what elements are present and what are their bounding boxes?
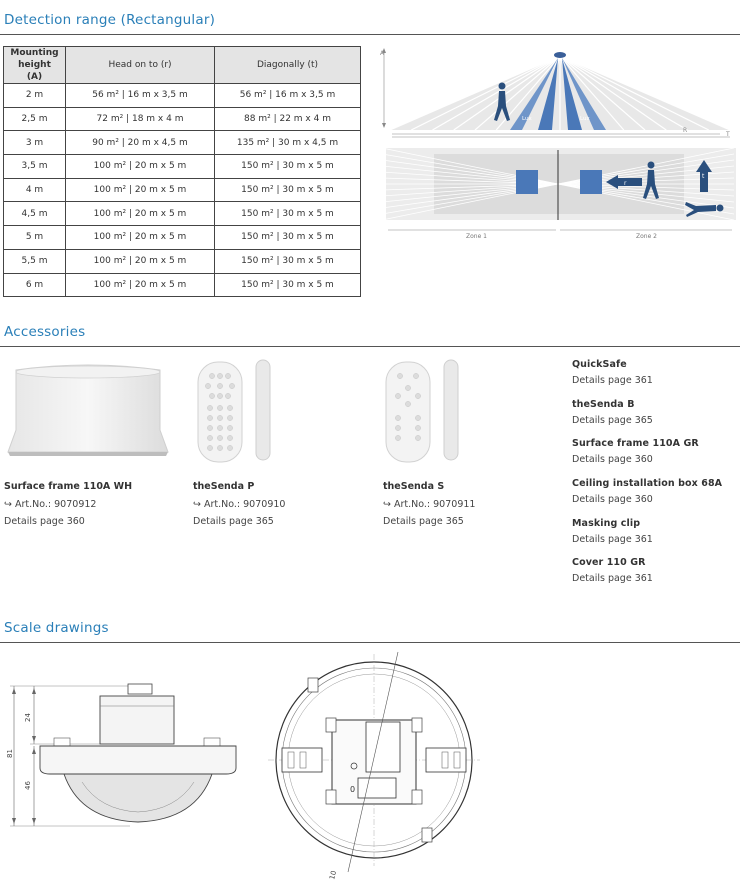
side-item-details[interactable]: Details page 360 [572, 494, 653, 505]
table-row [4, 273, 361, 297]
cell-diagonally: 150 m² | 30 m x 5 m [215, 273, 361, 297]
table-row [4, 131, 361, 155]
cell-diagonally: 135 m² | 30 m x 4,5 m [215, 131, 361, 155]
detection-table [3, 46, 361, 297]
cell-head-on: 100 m² | 20 m x 5 m [66, 273, 215, 297]
side-item-name: theSenda B [572, 399, 635, 410]
side-item-name: Surface frame 110A GR [572, 438, 699, 449]
cell-mounting-height: 5 m [4, 226, 66, 250]
lux-label-2: Lux [580, 116, 590, 122]
side-item-name: Masking clip [572, 518, 641, 529]
dim-a-label: A [380, 50, 385, 57]
side-view-drawing [0, 670, 250, 840]
cell-head-on: 100 m² | 20 m x 5 m [66, 249, 215, 273]
dim-10-label: 10 [328, 869, 339, 881]
zone1-label: Zone 1 [466, 233, 487, 240]
cell-head-on: 56 m² | 16 m x 3,5 m [66, 84, 215, 108]
arrow-right-icon: ↪ [4, 499, 12, 510]
cell-mounting-height: 4,5 m [4, 202, 66, 226]
product-art-thesenda-p [193, 499, 285, 510]
product-details-surface-frame[interactable]: Details page 360 [4, 516, 85, 527]
product-art-thesenda-s [383, 499, 475, 510]
accessories-rule [0, 346, 740, 347]
cell-diagonally: 150 m² | 30 m x 5 m [215, 178, 361, 202]
side-item-details[interactable]: Details page 365 [572, 415, 653, 426]
cell-mounting-height: 4 m [4, 178, 66, 202]
cell-diagonally: 56 m² | 16 m x 3,5 m [215, 84, 361, 108]
cell-mounting-height: 6 m [4, 273, 66, 297]
surface-frame-image [4, 360, 172, 460]
cell-head-on: 100 m² | 20 m x 5 m [66, 202, 215, 226]
detection-diagram [380, 44, 742, 244]
thesenda-p-image [196, 358, 276, 466]
header-diagonally: Diagonally (t) [215, 47, 361, 84]
top-view-drawing [262, 648, 492, 888]
zone1-square [516, 170, 538, 194]
dim-t-label: T [726, 131, 730, 138]
cell-head-on: 100 m² | 20 m x 5 m [66, 155, 215, 179]
arrow-t-label: t [702, 173, 705, 180]
table-row [4, 249, 361, 273]
product-name-surface-frame: Surface frame 110A WH [4, 481, 133, 492]
scale-title: Scale drawings [4, 620, 109, 636]
dim-46-label: 46 [24, 781, 32, 790]
lux-label-1: Lux [522, 116, 532, 122]
table-row [4, 178, 361, 202]
table-row [4, 202, 361, 226]
table-row [4, 155, 361, 179]
product-details-thesenda-s[interactable]: Details page 365 [383, 516, 464, 527]
side-item-name: QuickSafe [572, 359, 627, 370]
arrow-r-label: r [624, 180, 627, 187]
cell-head-on: 90 m² | 20 m x 4,5 m [66, 131, 215, 155]
header-head-on: Head on to (r) [66, 47, 215, 84]
dim-r-label: R [683, 127, 688, 134]
table-row [4, 226, 361, 250]
cell-mounting-height: 3,5 m [4, 155, 66, 179]
product-name-thesenda-p: theSenda P [193, 481, 255, 492]
scale-rule [0, 642, 740, 643]
cell-diagonally: 150 m² | 30 m x 5 m [215, 202, 361, 226]
table-row [4, 84, 361, 108]
side-item-name: Ceiling installation box 68A [572, 478, 723, 489]
art-number: Art.No.: 9070910 [204, 499, 286, 510]
product-details-thesenda-p[interactable]: Details page 365 [193, 516, 274, 527]
side-item-details[interactable]: Details page 361 [572, 534, 653, 545]
detection-rule [0, 34, 740, 35]
cell-mounting-height: 2 m [4, 84, 66, 108]
side-item-name: Cover 110 GR [572, 557, 646, 568]
cell-head-on: 72 m² | 18 m x 4 m [66, 107, 215, 131]
side-item-details[interactable]: Details page 361 [572, 375, 653, 386]
header-mounting-height: Mounting height (A) [4, 47, 66, 84]
accessories-title: Accessories [4, 324, 86, 340]
arrow-left-icon [616, 178, 642, 186]
cell-mounting-height: 2,5 m [4, 107, 66, 131]
art-number: Art.No.: 9070911 [394, 499, 476, 510]
thesenda-s-image [384, 358, 464, 466]
svg-text:0: 0 [350, 785, 356, 794]
detection-title: Detection range (Rectangular) [4, 12, 216, 28]
product-art-surface-frame [4, 499, 96, 510]
dim-81-label: 81 [6, 749, 14, 758]
cell-head-on: 100 m² | 20 m x 5 m [66, 178, 215, 202]
arrow-right-icon: ↪ [193, 499, 201, 510]
art-number: Art.No.: 9070912 [15, 499, 97, 510]
cell-diagonally: 150 m² | 30 m x 5 m [215, 226, 361, 250]
product-name-thesenda-s: theSenda S [383, 481, 445, 492]
arrow-right-icon: ↪ [383, 499, 391, 510]
dim-24-label: 24 [24, 713, 32, 722]
side-item-details[interactable]: Details page 361 [572, 573, 653, 584]
cell-mounting-height: 3 m [4, 131, 66, 155]
zone2-square [580, 170, 602, 194]
cell-mounting-height: 5,5 m [4, 249, 66, 273]
cell-diagonally: 88 m² | 22 m x 4 m [215, 107, 361, 131]
zone2-label: Zone 2 [636, 233, 657, 240]
table-row [4, 107, 361, 131]
cell-diagonally: 150 m² | 30 m x 5 m [215, 155, 361, 179]
side-item-details[interactable]: Details page 360 [572, 454, 653, 465]
cell-head-on: 100 m² | 20 m x 5 m [66, 226, 215, 250]
cell-diagonally: 150 m² | 30 m x 5 m [215, 249, 361, 273]
table-header-row [4, 47, 361, 84]
sensor-icon [554, 52, 566, 58]
